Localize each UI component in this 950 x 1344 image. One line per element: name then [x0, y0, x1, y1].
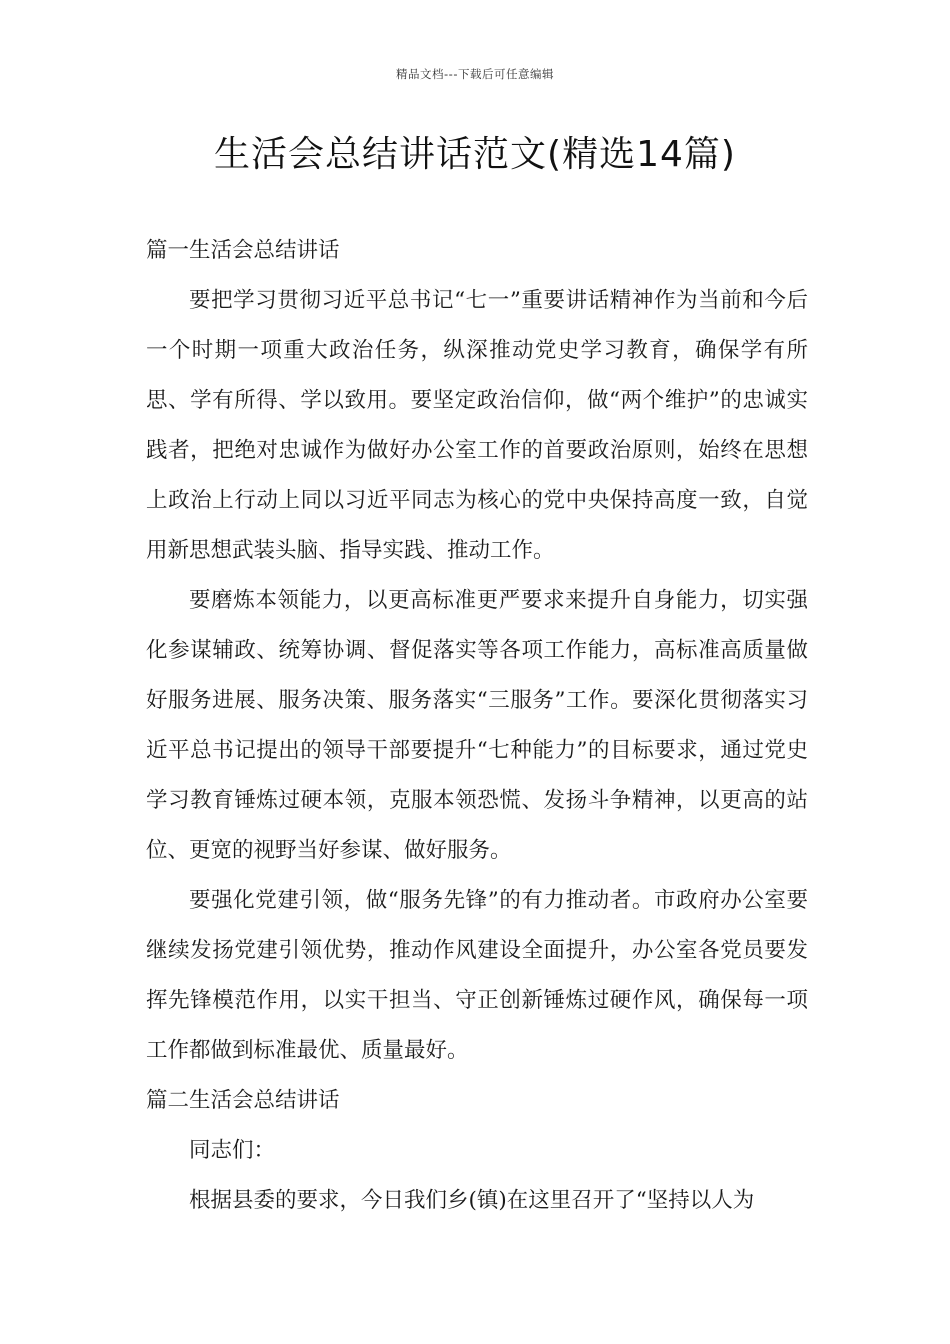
document-title: 生活会总结讲话范文(精选14篇) — [214, 134, 736, 175]
section-heading-2: 篇二生活会总结讲话 — [146, 1088, 340, 1113]
section-heading-1: 篇一生活会总结讲话 — [146, 238, 340, 263]
paragraph: 要强化党建引领，做“服务先锋”的有力推动者。市政府办公室要继续发扬党建引领优势，推动作风建设全面提升，办公室各党员要发挥先锋模范作用，以实干担当、守正创新锤炼过硬作风，确保每一项工作都做到标准最优、质量最好。 — [146, 888, 808, 1063]
paragraph: 根据县委的要求，今日我们乡(镇)在这里召开了“坚持以人为 — [189, 1188, 755, 1213]
paragraph: 要把学习贯彻习近平总书记“七一”重要讲话精神作为当前和今后一个时期一项重大政治任务，纵深推动党史学习教育，确保学有所思、学有所得、学以致用。要坚定政治信仰，做“两个维护”的忠诚实践者，把绝对忠诚作为做好办公室工作的首要政治原则，始终在思想上政治上行动上同以习近平同志为核心的党中央保持高度一致，自觉用新思想武装头脑、指导实践、推动工作。 — [146, 288, 808, 563]
header-note: 精品文档---下载后可任意编辑 — [396, 67, 554, 81]
document-body — [146, 226, 808, 1226]
paragraph: 要磨炼本领能力，以更高标准更严要求来提升自身能力，切实强化参谋辅政、统筹协调、督促落实等各项工作能力，高标准高质量做好服务进展、服务决策、服务落实“三服务”工作。要深化贯彻落实习近平总书记提出的领导干部要提升“七种能力”的目标要求，通过党史学习教育锤炼过硬本领，克服本领恐慌、发扬斗争精神，以更高的站位、更宽的视野当好参谋、做好服务。 — [146, 588, 808, 863]
paragraph: 同志们： — [189, 1138, 276, 1163]
